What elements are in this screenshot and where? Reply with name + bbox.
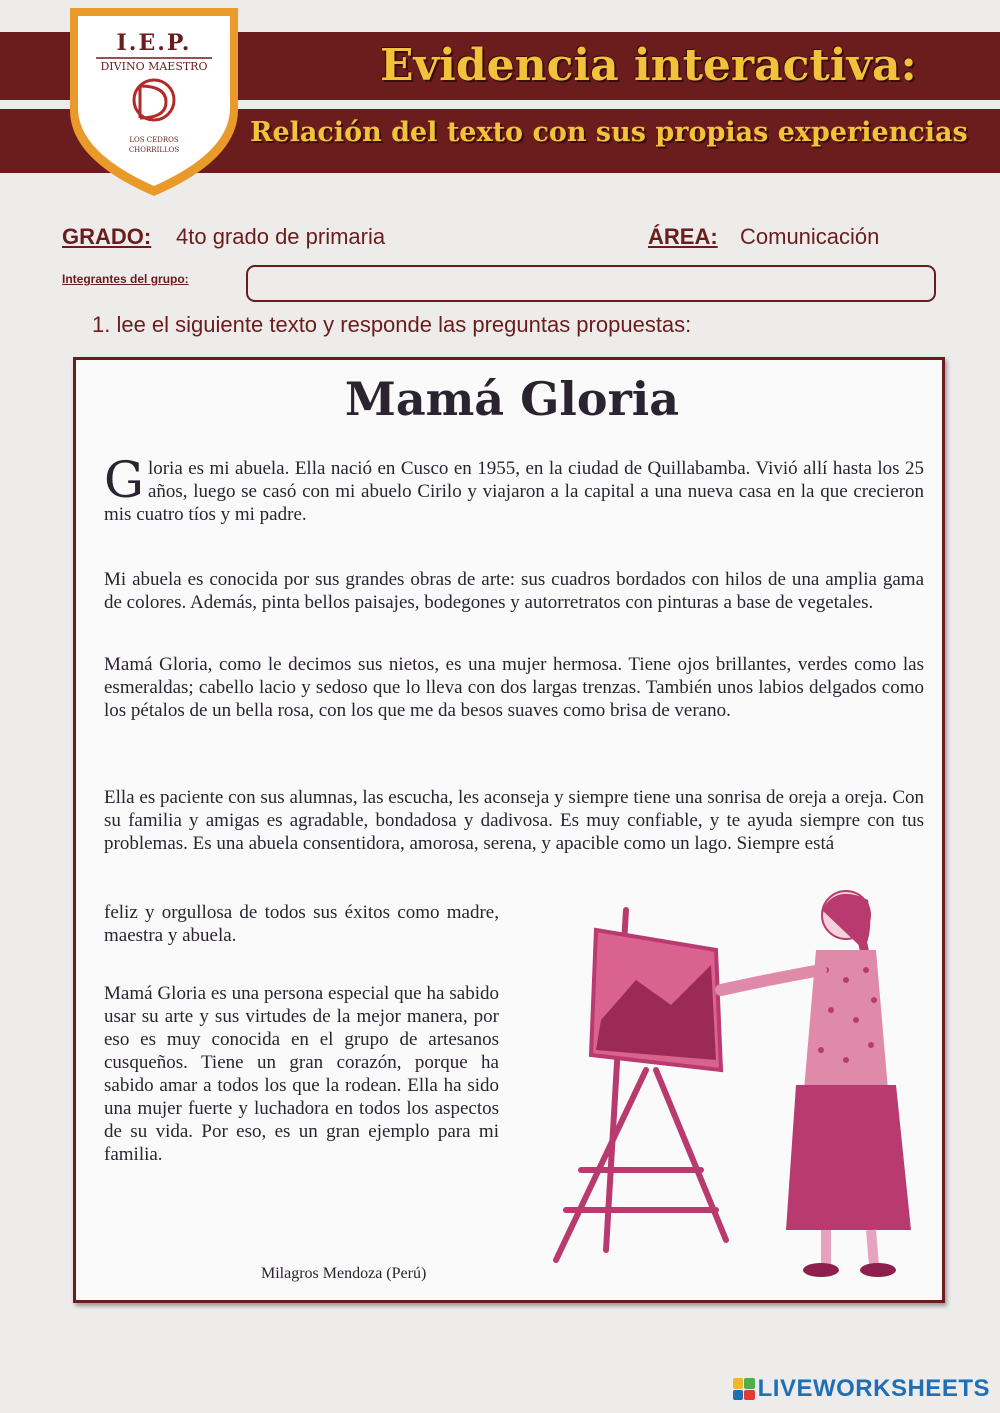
instruction-text: 1. lee el siguiente texto y responde las preguntas propuestas:	[92, 312, 692, 337]
dropcap-letter: G	[104, 451, 144, 509]
liveworksheets-logo-icon	[733, 1378, 755, 1400]
area-value: Comunicación	[740, 224, 880, 249]
reading-paragraph-2: Mi abuela es conocida por sus grandes obras de arte: sus cuadros bordados con hilos de una amplia gama de colores. Además, pinta bellos paisajes, bodegones y autorretratos con pinturas a base de vegetales.	[104, 569, 924, 613]
school-location-2: CHORRILLOS	[128, 146, 180, 154]
reading-paragraph-3: Mamá Gloria, como le decimos sus nietos, es una mujer hermosa. Tiene ojos brillantes, verdes como las esmeraldas; cabello lacio y sedoso que lo lleva con dos largas trenzas. También unos labios delgados como los pétalos de un bella rosa, con los que me da besos suaves como brisa de verano.	[104, 654, 924, 721]
school-shield-logo	[66, 0, 242, 200]
school-name: I.E.P.	[116, 30, 192, 56]
members-input[interactable]	[246, 265, 936, 302]
school-subname: DIVINO MAESTRO	[100, 60, 208, 73]
area-label: ÁREA:	[648, 224, 718, 249]
page-title: Evidencia interactiva:	[380, 40, 917, 91]
brand-text: LIVEWORKSHEETS	[757, 1375, 990, 1402]
reading-document	[73, 357, 945, 1303]
painter-illustration	[496, 870, 936, 1290]
members-label: Integrantes del grupo:	[62, 272, 189, 286]
reading-paragraph-4-continued: feliz y orgullosa de todos sus éxitos como madre, maestra y abuela.	[104, 902, 499, 946]
liveworksheets-brand	[733, 1375, 990, 1403]
reading-paragraph-5: Mamá Gloria es una persona especial que ha sabido usar su arte y sus virtudes de la mejor manera, por eso es muy conocida en el grupo de artesanos cusqueños. Tiene un gran corazón, porque ha sabido amar a todos los que la rodean. Ella ha sido una mujer fuerte y luchadora en todos los aspectos de su vida. Por eso, es un gran ejemplo para mi familia.	[104, 983, 499, 1165]
grade-label: GRADO:	[62, 224, 152, 249]
page-subtitle: Relación del texto con sus propias experiencias	[250, 117, 968, 148]
reading-paragraph-4: Ella es paciente con sus alumnas, las escucha, les aconseja y siempre tiene una sonrisa de oreja a oreja. Con su familia y amigas es agradable, bondadosa y dadivosa. Es muy confiable, y te ayuda siempre con tus problemas. Es una abuela consentidora, amorosa, serena, y apacible como un lago. Siempre está	[104, 787, 924, 854]
reading-author: Milagros Mendoza (Perú)	[261, 1265, 427, 1282]
school-location-1: LOS CEDROS	[129, 136, 179, 144]
reading-paragraph-1: Gloria es mi abuela. Ella nació en Cusco en 1955, en la ciudad de Quillabamba. Vivió allí hasta los 25 años, luego se casó con mi abuelo Cirilo y viajaron a la capital a una nueva casa en la que crecieron mis cuatro tíos y mi padre.	[104, 451, 924, 525]
grade-value: 4to grado de primaria	[176, 224, 386, 249]
reading-title: Mamá Gloria	[344, 372, 680, 426]
